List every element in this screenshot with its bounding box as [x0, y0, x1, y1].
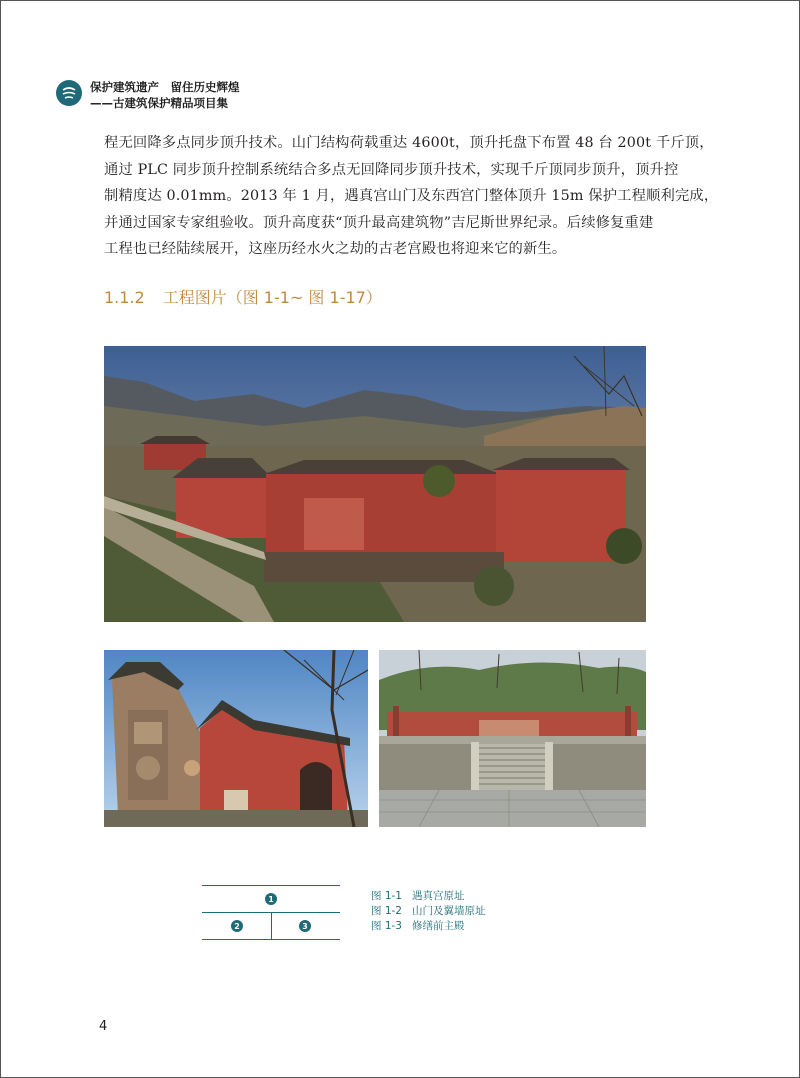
header-title: 保护建筑遗产 留住历史辉煌 [90, 80, 240, 94]
key-divider [271, 913, 272, 940]
caption-text: 山门及翼墙原址 [412, 905, 486, 917]
photo-gate-wing-walls [104, 650, 368, 827]
key-rule [202, 885, 340, 886]
section-title: 工程图片（图 1-1~ 图 1-17） [162, 288, 382, 307]
caption-text: 遇真宫原址 [412, 890, 465, 902]
body-paragraph [104, 130, 719, 263]
caption-figure-number: 图 1-2 [371, 905, 402, 917]
figure-badge-2: 2 [231, 920, 243, 932]
body-line: 通过 PLC 同步顶升控制系统结合多点无回降同步顶升技术，实现千斤顶同步顶升，顶升控 [104, 161, 679, 178]
figure-badge-3: 3 [299, 920, 311, 932]
body-line: 并通过国家专家组验收。顶升高度获“顶升最高建筑物”吉尼斯世界纪录。后续修复重建 [104, 214, 654, 231]
section-heading [104, 285, 382, 308]
figure-layout-key [202, 885, 340, 940]
photo-main-hall [379, 650, 646, 827]
caption-fig-1-1 [371, 889, 486, 904]
caption-figure-number: 图 1-3 [371, 920, 402, 932]
section-number: 1.1.2 [104, 288, 145, 307]
caption-fig-1-2 [371, 904, 486, 919]
book-logo-icon [56, 80, 82, 106]
body-line: 工程也已经陆续展开，这座历经水火之劫的古老宫殿也将迎来它的新生。 [104, 241, 567, 257]
caption-text: 修缮前主殿 [412, 920, 465, 932]
body-line: 程无回降多点同步顶升技术。山门结构荷载重达 4600t，顶升托盘下布置 48 台 200t 千斤顶， [104, 135, 714, 151]
figure-captions [371, 889, 486, 934]
photo-palace-site [104, 346, 646, 622]
body-line: 制精度达 0.01mm。2013 年 1 月，遇真宫山门及东西宫门整体顶升 15m 保护工程顺利完成， [104, 188, 719, 204]
caption-figure-number: 图 1-1 [371, 890, 402, 902]
caption-fig-1-3 [371, 919, 486, 934]
figure-badge-1: 1 [265, 893, 277, 905]
header-subtitle: ——古建筑保护精品项目集 [90, 96, 228, 110]
page-number: 4 [99, 1019, 108, 1034]
